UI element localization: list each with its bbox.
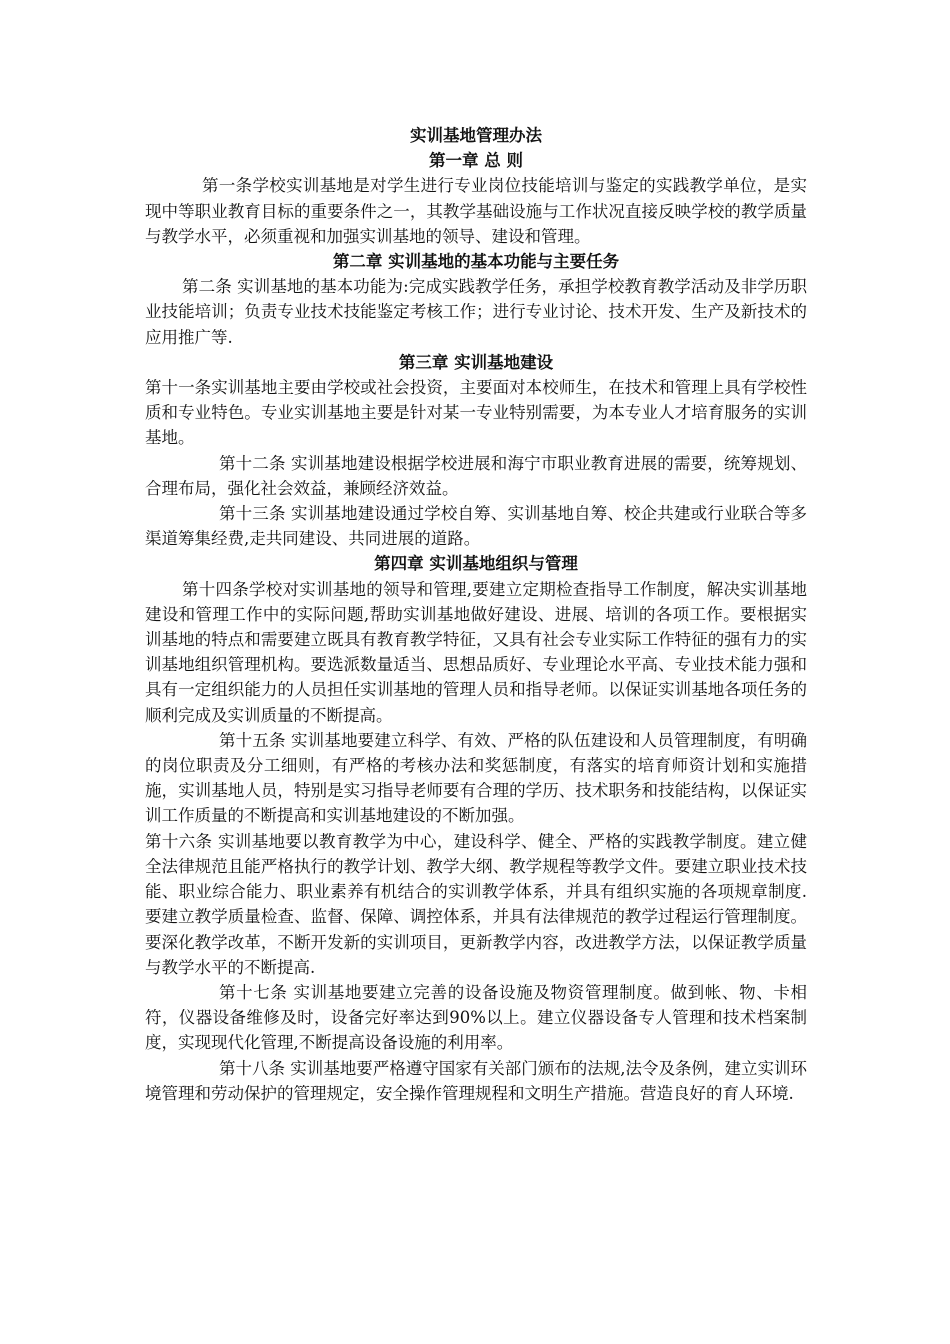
article-14: 第十四条学校对实训基地的领导和管理,要建立定期检查指导工作制度，解决实训基地建设和管理工作中的实际问题,帮助实训基地做好建设、进展、培训的各项工作。要根据实训基地的特点和需要建立既具有教育教学特征，又具有社会专业实际工作特征的强有力的实训基地组织管理机构。要选派数量适当、思想品质好、专业理论水平高、专业技术能力强和具有一定组织能力的人员担任实训基地的管理人员和指导老师。以保证实训基地各项任务的顺利完成及实训质量的不断提高。: [145, 579, 807, 725]
document-title: 实训基地管理办法: [410, 126, 542, 145]
document-page: [145, 121, 807, 1106]
article-18: 第十八条 实训基地要严格遵守国家有关部门颁布的法规,法令及条例，建立实训环境管理和劳动保护的管理规定，安全操作管理规程和文明生产措施。营造良好的育人环境.: [145, 1058, 807, 1103]
article-2: 第二条 实训基地的基本功能为:完成实践教学任务，承担学校教育教学活动及非学历职业技能培训；负责专业技术技能鉴定考核工作；进行专业讨论、技术开发、生产及新技术的应用推广等.: [145, 277, 807, 347]
article-1: 第一条学校实训基地是对学生进行专业岗位技能培训与鉴定的实践教学单位，是实现中等职业教育目标的重要条件之一，其教学基础设施与工作状况直接反映学校的教学质量与教学水平，必须重视和加强实训基地的领导、建设和管理。: [145, 176, 807, 246]
article-13: 第十三条 实训基地建设通过学校自筹、实训基地自筹、校企共建或行业联合等多渠道筹集经费,走共同建设、共同进展的道路。: [145, 504, 807, 549]
article-12: 第十二条 实训基地建设根据学校进展和海宁市职业教育进展的需要，统筹规划、合理布局，强化社会效益，兼顾经济效益。: [145, 453, 807, 498]
chapter-4-heading: 第四章 实训基地组织与管理: [374, 554, 578, 574]
article-11: 第十一条实训基地主要由学校或社会投资，主要面对本校师生，在技术和管理上具有学校性质和专业特色。专业实训基地主要是针对某一专业特别需要，为本专业人才培育服务的实训基地。: [145, 378, 807, 448]
article-15: 第十五条 实训基地要建立科学、有效、严格的队伍建设和人员管理制度，有明确的岗位职责及分工细则，有严格的考核办法和奖惩制度，有落实的培育师资计划和实施措施，实训基地人员，特别是实习指导老师要有合理的学历、技术职务和技能结构，以保证实训工作质量的不断提高和实训基地建设的不断加强。: [145, 730, 807, 826]
article-17: 第十七条 实训基地要建立完善的设备设施及物资管理制度。做到帐、物、卡相符，仪器设备维修及时，设备完好率达到90%以上。建立仪器设备专人管理和技术档案制度，实现现代化管理,不断提高设备设施的利用率。: [145, 982, 807, 1053]
chapter-2-heading: 第二章 实训基地的基本功能与主要任务: [332, 252, 620, 272]
chapter-3-heading: 第三章 实训基地建设: [398, 352, 554, 372]
chapter-1-heading: 第一章 总 则: [429, 151, 523, 171]
article-16: 第十六条 实训基地要以教育教学为中心，建设科学、健全、严格的实践教学制度。建立健全法律规范且能严格执行的教学计划、教学大纲、教学规程等教学文件。要建立职业技术技能、职业综合能力、职业素养有机结合的实训教学体系，并具有组织实施的各项规章制度.要建立教学质量检查、监督、保障、调控体系，并具有法律规范的教学过程运行管理制度。要深化教学改革，不断开发新的实训项目，更新教学内容，改进教学方法，以保证教学质量与教学水平的不断提高.: [145, 831, 807, 977]
